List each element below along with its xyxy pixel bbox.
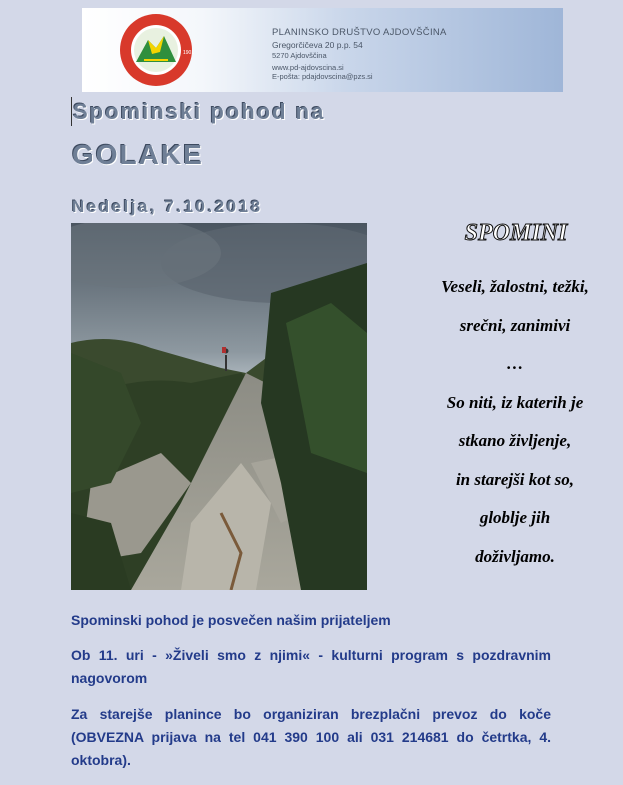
transport-text: Za starejše planince bo organiziran brezplačni prevoz do koče (OBVEZNA prijava na tel 041 390 100 ali 031 214681 do četrtka, 4. oktobra). [71, 706, 551, 768]
org-website: www.pd-ajdovscina.si [272, 63, 344, 72]
poem-line: globlje jih [479, 508, 551, 527]
poem-line: srečni, zanimivi [459, 315, 571, 335]
poem-line: in starejši kot so, [455, 469, 575, 489]
text-cursor [71, 97, 72, 126]
poem-line: stkano življenje, [458, 431, 572, 450]
hiking-photo [71, 223, 367, 590]
poem-line: Veseli, žalostni, težki, [441, 277, 589, 296]
poem-line: So niti, iz katerih je [446, 392, 584, 412]
club-logo [114, 12, 198, 88]
org-email: E-pošta: pdajdovscina@pzs.si [272, 72, 373, 81]
header-banner [82, 8, 563, 92]
poem-title: SPOMINI [464, 220, 568, 246]
poem [395, 274, 623, 582]
event-title-line1: Spominski pohod na [73, 99, 326, 124]
poem-line: doživljamo. [475, 546, 555, 566]
org-address: Gregorčičeva 20 p.p. 54 [272, 40, 363, 50]
poem-line: … [506, 354, 524, 373]
event-date: Nedelja, 7.10.2018 [72, 197, 263, 216]
dedication-text: Spominski pohod je posvečen našim prijateljem [71, 612, 391, 628]
event-title-main: GOLAKE [72, 139, 204, 170]
org-name: PLANINSKO DRUŠTVO AJDOVŠČINA [272, 27, 447, 38]
svg-text:1901: 1901 [183, 50, 195, 56]
program-text: Ob 11. uri - »Živeli smo z njimi« - kulturni program s pozdravnim nagovorom [71, 647, 551, 686]
org-city: 5270 Ajdovščina [272, 51, 327, 60]
